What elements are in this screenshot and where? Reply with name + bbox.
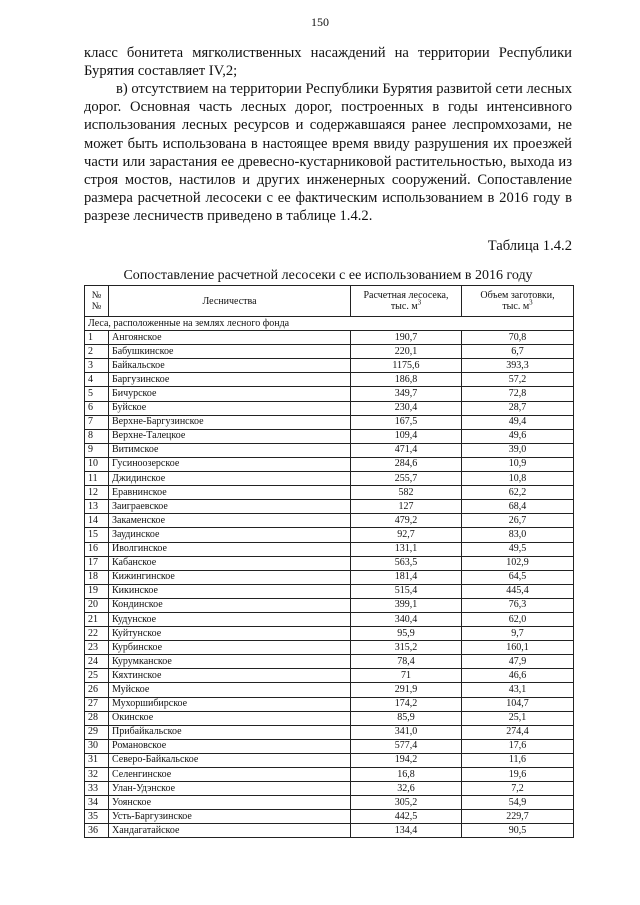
row-forestry-name: Кабанское: [109, 556, 351, 570]
row-actual-value: 90,5: [462, 824, 574, 838]
table-row: [85, 796, 574, 810]
row-number: 18: [85, 570, 109, 584]
row-estimated-value: 194,2: [351, 753, 462, 767]
row-number: 35: [85, 810, 109, 824]
row-actual-value: 47,9: [462, 655, 574, 669]
row-actual-value: 11,6: [462, 753, 574, 767]
table-row: [85, 345, 574, 359]
row-estimated-value: 220,1: [351, 345, 462, 359]
table-row: [85, 627, 574, 641]
table-row: [85, 429, 574, 443]
header-estimated-power: 3: [417, 298, 422, 307]
row-estimated-value: 340,4: [351, 612, 462, 626]
table-row: [85, 387, 574, 401]
row-forestry-name: Усть-Баргузинское: [109, 810, 351, 824]
row-actual-value: 393,3: [462, 359, 574, 373]
row-number: 25: [85, 669, 109, 683]
row-actual-value: 160,1: [462, 641, 574, 655]
row-estimated-value: 479,2: [351, 514, 462, 528]
paragraph-bonitet: [84, 44, 572, 80]
row-number: 2: [85, 345, 109, 359]
table-row: [85, 768, 574, 782]
table-row: [85, 683, 574, 697]
row-estimated-value: 190,7: [351, 331, 462, 345]
row-forestry-name: Ангоянское: [109, 331, 351, 345]
row-forestry-name: Заиграевское: [109, 500, 351, 514]
table-row: [85, 782, 574, 796]
row-forestry-name: Баргузинское: [109, 373, 351, 387]
row-number: 21: [85, 612, 109, 626]
row-forestry-name: Муйское: [109, 683, 351, 697]
row-actual-value: 39,0: [462, 443, 574, 457]
section-row: [85, 317, 574, 331]
table-row: [85, 612, 574, 626]
row-actual-value: 9,7: [462, 627, 574, 641]
table-row: [85, 457, 574, 471]
paragraph-roads-text: в) отсутствием на территории Республики Бурятия развитой сети лесных дорог. Основная часть лесных дорог, построенных в годы интенсивного использования лесных ресурсов и содержавшаяся ранее леспромхозами, не может быть использована в настоящее время ввиду разрушения их проезжей части или зарастания ее древесно-кустарниковой растительностью, выхода из строя мостов, настилов и других инженерных сооружений. Сопоставление размера расчетной лесосеки с ее фактическим использованием в 2016 году в разрезе лесничеств приведено в таблице 1.4.2.: [84, 81, 572, 225]
table-row: [85, 669, 574, 683]
table-row: [85, 486, 574, 500]
row-estimated-value: 92,7: [351, 528, 462, 542]
row-estimated-value: 515,4: [351, 584, 462, 598]
row-estimated-value: 32,6: [351, 782, 462, 796]
table-row: [85, 401, 574, 415]
row-estimated-value: 127: [351, 500, 462, 514]
row-forestry-name: Еравнинское: [109, 486, 351, 500]
row-estimated-value: 131,1: [351, 542, 462, 556]
row-actual-value: 70,8: [462, 331, 574, 345]
table-row: [85, 641, 574, 655]
table-row: [85, 824, 574, 838]
row-forestry-name: Кикинское: [109, 584, 351, 598]
row-estimated-value: 284,6: [351, 457, 462, 471]
table-row: [85, 697, 574, 711]
row-number: 22: [85, 627, 109, 641]
row-estimated-value: 1175,6: [351, 359, 462, 373]
row-forestry-name: Верхне-Баргузинское: [109, 415, 351, 429]
row-number: 11: [85, 472, 109, 486]
row-actual-value: 445,4: [462, 584, 574, 598]
row-forestry-name: Романовское: [109, 739, 351, 753]
row-forestry-name: Куйтунское: [109, 627, 351, 641]
row-actual-value: 10,8: [462, 472, 574, 486]
row-estimated-value: 78,4: [351, 655, 462, 669]
table-row: [85, 739, 574, 753]
row-number: 23: [85, 641, 109, 655]
table-row: [85, 556, 574, 570]
row-forestry-name: Мухоршибирское: [109, 697, 351, 711]
table-row: [85, 472, 574, 486]
table-row: [85, 514, 574, 528]
row-actual-value: 25,1: [462, 711, 574, 725]
row-number: 14: [85, 514, 109, 528]
row-forestry-name: Курбинское: [109, 641, 351, 655]
table-row: [85, 711, 574, 725]
table-label: Таблица 1.4.2: [487, 238, 572, 254]
row-number: 31: [85, 753, 109, 767]
row-estimated-value: 399,1: [351, 598, 462, 612]
section-label: Леса, расположенные на землях лесного фонда: [85, 317, 574, 331]
row-forestry-name: Гусиноозерское: [109, 457, 351, 471]
header-estimated: [351, 286, 462, 317]
row-estimated-value: 291,9: [351, 683, 462, 697]
header-actual: [462, 286, 574, 317]
table-row: [85, 443, 574, 457]
row-actual-value: 274,4: [462, 725, 574, 739]
row-estimated-value: 85,9: [351, 711, 462, 725]
row-forestry-name: Кяхтинское: [109, 669, 351, 683]
row-estimated-value: 305,2: [351, 796, 462, 810]
row-actual-value: 26,7: [462, 514, 574, 528]
row-estimated-value: 16,8: [351, 768, 462, 782]
row-estimated-value: 181,4: [351, 570, 462, 584]
row-number: 30: [85, 739, 109, 753]
table-row: [85, 500, 574, 514]
header-forestry: Лесничества: [109, 286, 351, 317]
row-estimated-value: 174,2: [351, 697, 462, 711]
table-row: [85, 331, 574, 345]
row-number: 10: [85, 457, 109, 471]
row-actual-value: 64,5: [462, 570, 574, 584]
row-actual-value: 6,7: [462, 345, 574, 359]
row-forestry-name: Кижингинское: [109, 570, 351, 584]
table-row: [85, 359, 574, 373]
row-actual-value: 10,9: [462, 457, 574, 471]
row-number: 17: [85, 556, 109, 570]
row-forestry-name: Курумканское: [109, 655, 351, 669]
row-number: 34: [85, 796, 109, 810]
row-number: 27: [85, 697, 109, 711]
row-forestry-name: Прибайкальское: [109, 725, 351, 739]
table-row: [85, 542, 574, 556]
table-row: [85, 415, 574, 429]
row-actual-value: 72,8: [462, 387, 574, 401]
row-number: 3: [85, 359, 109, 373]
row-actual-value: 229,7: [462, 810, 574, 824]
row-forestry-name: Джидинское: [109, 472, 351, 486]
row-estimated-value: 442,5: [351, 810, 462, 824]
page-number: 150: [311, 15, 329, 29]
row-number: 13: [85, 500, 109, 514]
row-actual-value: 46,6: [462, 669, 574, 683]
row-forestry-name: Кудунское: [109, 612, 351, 626]
row-estimated-value: 186,8: [351, 373, 462, 387]
table-title: Сопоставление расчетной лесосеки с ее использованием в 2016 году: [123, 268, 533, 283]
row-actual-value: 54,9: [462, 796, 574, 810]
row-estimated-value: 167,5: [351, 415, 462, 429]
row-number: 36: [85, 824, 109, 838]
row-forestry-name: Витимское: [109, 443, 351, 457]
row-actual-value: 7,2: [462, 782, 574, 796]
table-header-row: [85, 286, 574, 317]
table-row: [85, 725, 574, 739]
paragraph-bonitet-text: класс бонитета мягколиственных насаждений на территории Республики Бурятия составляет IV,2;: [84, 45, 572, 80]
row-forestry-name: Улан-Удэнское: [109, 782, 351, 796]
row-forestry-name: Иволгинское: [109, 542, 351, 556]
row-number: 19: [85, 584, 109, 598]
row-forestry-name: Селенгинское: [109, 768, 351, 782]
header-number-line2: №: [91, 301, 102, 312]
table-row: [85, 810, 574, 824]
header-actual-line1: Объем заготовки,: [480, 290, 555, 301]
row-number: 8: [85, 429, 109, 443]
row-estimated-value: 582: [351, 486, 462, 500]
row-number: 26: [85, 683, 109, 697]
logging-table: [84, 285, 574, 838]
row-actual-value: 68,4: [462, 500, 574, 514]
table-row: [85, 584, 574, 598]
row-number: 5: [85, 387, 109, 401]
row-forestry-name: Заудинское: [109, 528, 351, 542]
table-row: [85, 753, 574, 767]
header-number: [85, 286, 109, 317]
header-estimated-line1: Расчетная лесосека,: [363, 290, 449, 301]
row-forestry-name: Хандагатайское: [109, 824, 351, 838]
row-forestry-name: Уоянское: [109, 796, 351, 810]
row-number: 4: [85, 373, 109, 387]
row-number: 6: [85, 401, 109, 415]
table-row: [85, 598, 574, 612]
table-row: [85, 373, 574, 387]
row-actual-value: 62,0: [462, 612, 574, 626]
row-number: 1: [85, 331, 109, 345]
row-actual-value: 49,5: [462, 542, 574, 556]
row-actual-value: 28,7: [462, 401, 574, 415]
row-forestry-name: Байкальское: [109, 359, 351, 373]
header-actual-power: 3: [529, 298, 533, 307]
row-actual-value: 62,2: [462, 486, 574, 500]
row-actual-value: 43,1: [462, 683, 574, 697]
row-estimated-value: 134,4: [351, 824, 462, 838]
row-actual-value: 49,6: [462, 429, 574, 443]
row-actual-value: 49,4: [462, 415, 574, 429]
row-number: 9: [85, 443, 109, 457]
row-estimated-value: 95,9: [351, 627, 462, 641]
row-forestry-name: Бабушкинское: [109, 345, 351, 359]
row-forestry-name: Бичурское: [109, 387, 351, 401]
row-estimated-value: 563,5: [351, 556, 462, 570]
header-estimated-line2: тыс. м: [390, 301, 418, 312]
row-actual-value: 17,6: [462, 739, 574, 753]
row-estimated-value: 230,4: [351, 401, 462, 415]
row-estimated-value: 341,0: [351, 725, 462, 739]
row-forestry-name: Северо-Байкальское: [109, 753, 351, 767]
table-row: [85, 570, 574, 584]
row-estimated-value: 577,4: [351, 739, 462, 753]
row-number: 16: [85, 542, 109, 556]
row-actual-value: 76,3: [462, 598, 574, 612]
row-number: 15: [85, 528, 109, 542]
table-row: [85, 655, 574, 669]
row-number: 28: [85, 711, 109, 725]
row-actual-value: 102,9: [462, 556, 574, 570]
row-forestry-name: Окинское: [109, 711, 351, 725]
row-number: 12: [85, 486, 109, 500]
row-number: 7: [85, 415, 109, 429]
row-forestry-name: Буйское: [109, 401, 351, 415]
header-actual-line2: тыс. м: [502, 301, 530, 312]
row-forestry-name: Закаменское: [109, 514, 351, 528]
header-number-line1: №: [91, 290, 102, 301]
row-estimated-value: 471,4: [351, 443, 462, 457]
row-forestry-name: Кондинское: [109, 598, 351, 612]
row-estimated-value: 255,7: [351, 472, 462, 486]
row-number: 24: [85, 655, 109, 669]
row-forestry-name: Верхне-Талецкое: [109, 429, 351, 443]
table-row: [85, 528, 574, 542]
row-actual-value: 83,0: [462, 528, 574, 542]
row-estimated-value: 315,2: [351, 641, 462, 655]
row-number: 29: [85, 725, 109, 739]
row-number: 32: [85, 768, 109, 782]
paragraph-roads: [84, 80, 572, 226]
row-number: 20: [85, 598, 109, 612]
row-actual-value: 104,7: [462, 697, 574, 711]
row-estimated-value: 349,7: [351, 387, 462, 401]
row-estimated-value: 71: [351, 669, 462, 683]
row-actual-value: 57,2: [462, 373, 574, 387]
row-actual-value: 19,6: [462, 768, 574, 782]
row-estimated-value: 109,4: [351, 429, 462, 443]
row-number: 33: [85, 782, 109, 796]
